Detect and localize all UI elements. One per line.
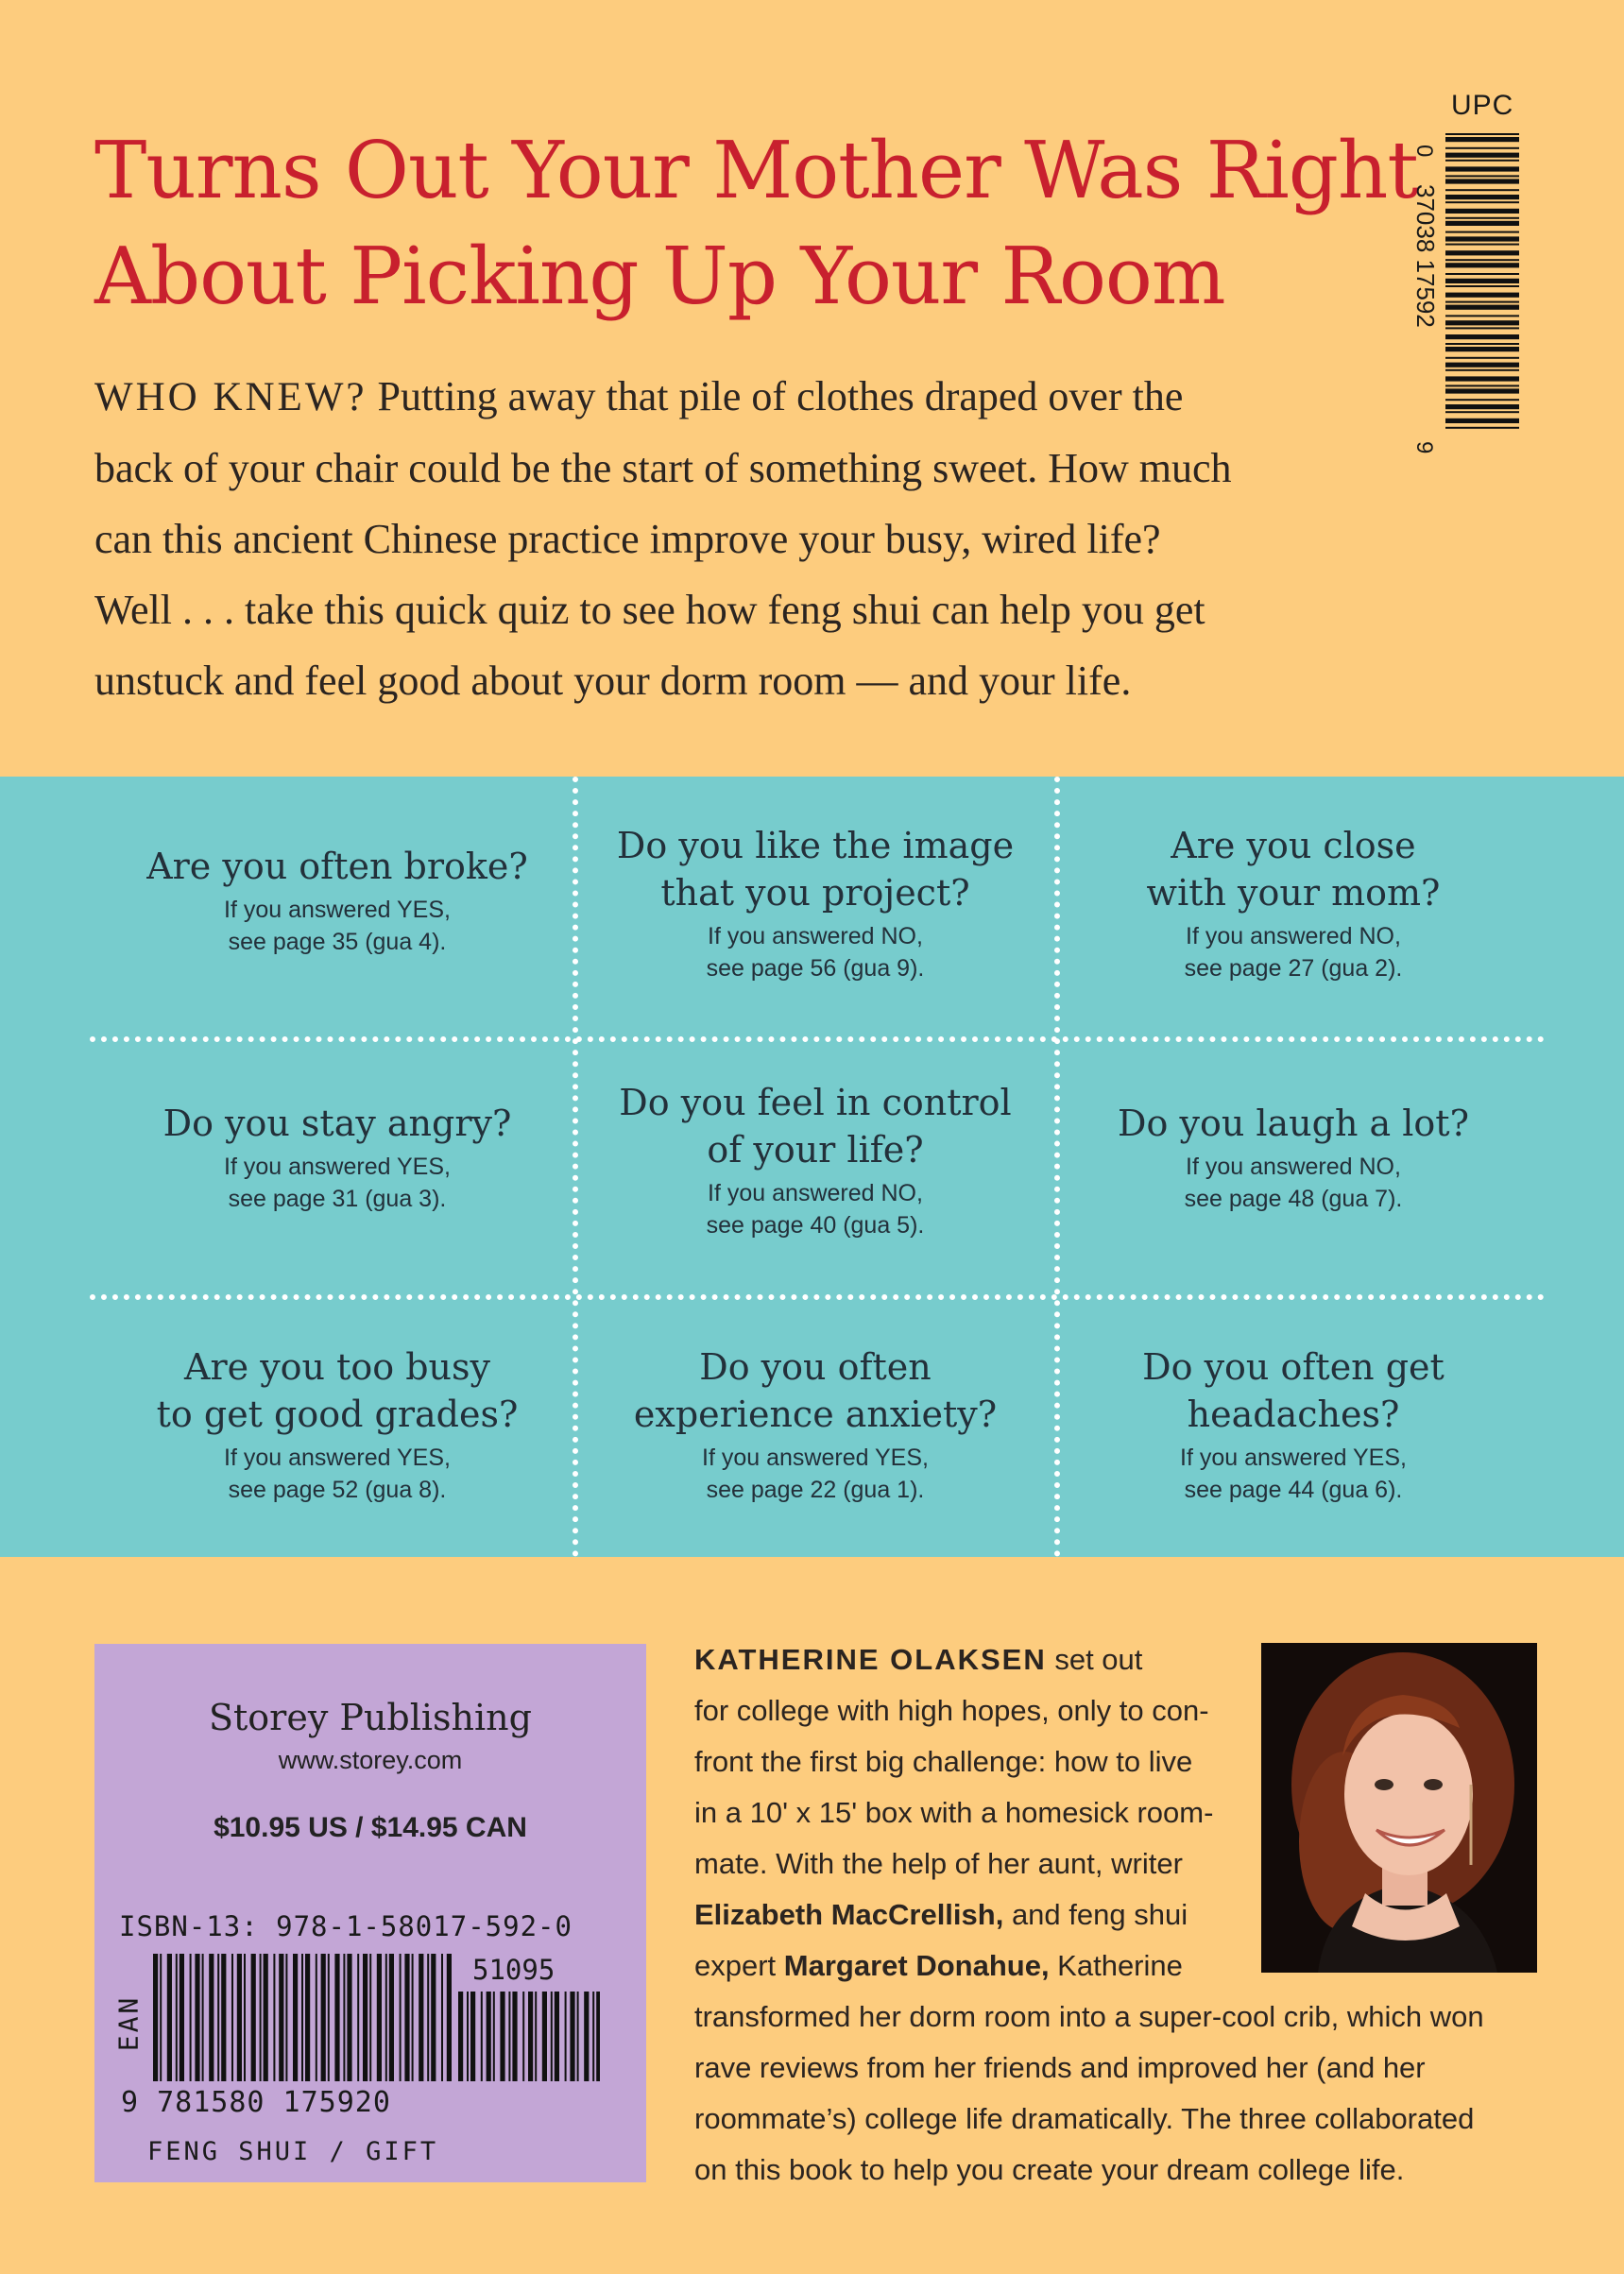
intro-line-4: Well . . . take this quick quiz to see how feng shui can help you get xyxy=(94,587,1205,633)
barcode-bar xyxy=(167,1954,172,2081)
intro-line-2: back of your chair could be the start of something sweet. How much xyxy=(94,445,1232,491)
barcode-bar xyxy=(1445,137,1519,142)
barcode-bar xyxy=(285,1954,287,2081)
quiz-question: Do you often experience anxiety? xyxy=(633,1346,998,1435)
barcode-bar xyxy=(565,1992,567,2081)
quiz-item xyxy=(576,1079,1054,1241)
intro-line-1: Putting away that pile of clothes draped over the xyxy=(367,373,1184,419)
barcode-bar xyxy=(584,1992,589,2081)
headline-line-2: About Picking Up Your Room xyxy=(94,231,1225,322)
intro-lead: WHO KNEW? xyxy=(94,375,368,419)
barcode-bar xyxy=(1445,419,1519,423)
barcode-bar xyxy=(1445,244,1519,246)
barcode-bar xyxy=(385,1954,387,2081)
barcode-bar xyxy=(1445,133,1519,135)
barcode-bar xyxy=(1445,209,1519,214)
barcode-bar xyxy=(1445,153,1519,158)
barcode-bar xyxy=(160,1954,162,2081)
barcode-bar xyxy=(217,1954,219,2081)
quiz-question: Do you feel in control of your life? xyxy=(619,1082,1012,1171)
barcode-bar xyxy=(404,1954,409,2081)
quiz-question: Are you close with your mom? xyxy=(1146,825,1441,914)
barcode-bar xyxy=(481,1992,483,2081)
intro-line-3: can this ancient Chinese practice improve your busy, wired life? xyxy=(94,516,1161,562)
publisher-label-box xyxy=(94,1644,646,2182)
quiz-divider-horizontal xyxy=(90,1294,1545,1300)
barcode-bar xyxy=(1445,166,1519,171)
barcode-bar xyxy=(419,1954,423,2081)
author-photo xyxy=(1261,1643,1537,1973)
quiz-question: Are you too busy to get good grades? xyxy=(156,1346,519,1435)
upc-barcode-icon xyxy=(1398,128,1540,468)
barcode-bar xyxy=(508,1992,510,2081)
quiz-item xyxy=(1054,1100,1532,1215)
barcode-bar xyxy=(195,1954,199,2081)
intro-line-5: unstuck and feel good about your dorm room — and your life. xyxy=(94,658,1132,704)
author-bio: KATHERINE OLAKSEN set out for college with high hopes, only to con- front the first big challenge: how to live in a 10' x 15' box with a homesick room- mate. With the help of her aunt, writer Elizabeth MacCrellish, and feng shui expert Margaret Donahue, Katherine transformed her dorm room into a super-cool crib, which won rave reviews from her friends and improved her (and her roommate’s) college life dramatically. The three collaborated on this book to help you create your dream college life. xyxy=(694,1643,1484,2186)
barcode-bar xyxy=(555,1992,559,2081)
barcode-bar xyxy=(1445,217,1519,219)
quiz-panel xyxy=(0,777,1624,1557)
barcode-bar xyxy=(535,1992,537,2081)
barcode-bar xyxy=(153,1954,158,2081)
quiz-item xyxy=(98,1343,576,1506)
barcode-bar xyxy=(363,1954,368,2081)
barcode-bar xyxy=(347,1954,351,2081)
barcode-bar xyxy=(176,1954,178,2081)
barcode-bar xyxy=(1445,273,1519,275)
barcode-bar xyxy=(427,1954,429,2081)
barcode-bar xyxy=(1445,357,1519,359)
author-portrait-icon xyxy=(1261,1643,1537,1973)
barcode-bar xyxy=(1445,404,1519,409)
barcode-bar xyxy=(1445,201,1519,203)
barcode-bar xyxy=(493,1992,495,2081)
barcode-bar xyxy=(260,1954,262,2081)
upc-digit-right: 9 xyxy=(1411,441,1437,454)
barcode-bar xyxy=(1445,179,1519,183)
barcode-bar xyxy=(1445,263,1519,267)
barcode-bar xyxy=(1445,259,1519,261)
quiz-answer: If you answered YES, see page 31 (gua 3). xyxy=(224,1154,451,1212)
barcode-bar xyxy=(1445,327,1519,329)
barcode-bar xyxy=(1445,399,1519,401)
quiz-answer: If you answered NO, see page 40 (gua 5). xyxy=(706,1180,925,1239)
quiz-answer: If you answered YES, see page 22 (gua 1). xyxy=(702,1445,929,1503)
upc-barcode-block xyxy=(1398,90,1540,468)
barcode-bar xyxy=(522,1992,524,2081)
barcode-bar xyxy=(251,1954,256,2081)
barcode-bar xyxy=(1445,305,1519,310)
barcode-bar xyxy=(596,1992,600,2081)
barcode-bar xyxy=(1445,293,1519,298)
barcode-bar xyxy=(447,1954,452,2081)
barcode-bar xyxy=(470,1992,475,2081)
barcode-bar xyxy=(279,1954,283,2081)
barcode-bar xyxy=(412,1954,414,2081)
barcode-bar xyxy=(316,1954,317,2081)
quiz-question: Do you laugh a lot? xyxy=(1118,1103,1469,1144)
barcode-bar xyxy=(1445,160,1519,162)
barcode-bar xyxy=(487,1992,491,2081)
author-name: KATHERINE OLAKSEN xyxy=(694,1643,1047,1676)
quiz-answer: If you answered YES, see page 35 (gua 4). xyxy=(224,897,451,955)
barcode-bar xyxy=(577,1992,579,2081)
publisher-website: www.storey.com xyxy=(278,1746,463,1774)
barcode-bar xyxy=(1445,376,1519,381)
barcode-bar xyxy=(1445,147,1519,149)
barcode-bar xyxy=(389,1954,394,2081)
quiz-question: Do you stay angry? xyxy=(162,1103,512,1144)
barcode-bar xyxy=(334,1954,339,2081)
barcode-bar xyxy=(328,1954,330,2081)
coauthor-name: Elizabeth MacCrellish, xyxy=(694,1898,1004,1931)
barcode-bar xyxy=(237,1954,242,2081)
barcode-bar xyxy=(1445,221,1519,226)
headline-line-1: Turns Out Your Mother Was Right xyxy=(94,125,1418,216)
barcode-bar xyxy=(1445,285,1519,287)
barcode-bar xyxy=(1445,189,1519,191)
coauthor-name: Margaret Donahue, xyxy=(783,1949,1050,1982)
barcode-bar xyxy=(1445,301,1519,303)
barcode-bar xyxy=(1445,315,1519,316)
barcode-bar xyxy=(190,1954,192,2081)
barcode-bar xyxy=(264,1954,268,2081)
barcode-bar xyxy=(528,1992,533,2081)
barcode-bar xyxy=(1445,334,1519,339)
ean-label: EAN xyxy=(112,1994,145,2052)
barcode-bar xyxy=(202,1954,204,2081)
barcode-bar xyxy=(467,1992,469,2081)
ean-number: 9 781580 175920 xyxy=(121,2086,391,2119)
quiz-answer: If you answered YES, see page 52 (gua 8). xyxy=(224,1445,451,1503)
barcode-bar xyxy=(441,1954,443,2081)
barcode-bar xyxy=(369,1954,371,2081)
barcode-bar xyxy=(431,1954,436,2081)
barcode-bar xyxy=(179,1954,184,2081)
upc-digits: 37038 17592 xyxy=(1411,184,1440,328)
price: $10.95 US / $14.95 CAN xyxy=(214,1812,527,1843)
quiz-item xyxy=(1054,1343,1532,1506)
barcode-bar xyxy=(273,1954,275,2081)
quiz-answer: If you answered NO, see page 56 (gua 9). xyxy=(706,923,925,982)
category: FENG SHUI / GIFT xyxy=(147,2137,439,2166)
quiz-answer: If you answered NO, see page 48 (gua 7). xyxy=(1184,1154,1403,1212)
quiz-item xyxy=(98,843,576,958)
upc-digit-left: 0 xyxy=(1411,145,1437,158)
price-code: 51095 xyxy=(472,1954,556,1986)
quiz-item xyxy=(576,1343,1054,1506)
quiz-question: Do you often get headaches? xyxy=(1142,1346,1445,1435)
barcode-bar xyxy=(1445,411,1519,413)
quiz-answer: If you answered NO, see page 27 (gua 2). xyxy=(1184,923,1403,982)
quiz-item xyxy=(576,822,1054,984)
barcode-bar xyxy=(209,1954,214,2081)
barcode-bar xyxy=(551,1992,553,2081)
barcode-bar xyxy=(301,1954,303,2081)
barcode-bar xyxy=(458,1992,463,2081)
barcode-bar xyxy=(1445,363,1519,368)
barcode-bar xyxy=(570,1992,574,2081)
quiz-item xyxy=(98,1100,576,1215)
price-barcode-icon xyxy=(458,1992,600,2081)
barcode-bar xyxy=(592,1992,594,2081)
barcode-bar xyxy=(1445,347,1519,351)
barcode-bar xyxy=(512,1992,517,2081)
quiz-question: Do you like the image that you project? xyxy=(616,825,1015,914)
quiz-item xyxy=(1054,822,1532,984)
barcode-bar xyxy=(1445,427,1519,429)
publisher-name: Storey Publishing xyxy=(209,1697,532,1738)
headline xyxy=(94,118,1418,330)
barcode-bar xyxy=(1445,195,1519,199)
barcode-bar xyxy=(542,1992,547,2081)
upc-label: UPC xyxy=(1451,90,1514,121)
barcode-bar xyxy=(321,1954,326,2081)
barcode-bar xyxy=(377,1954,382,2081)
quiz-answer: If you answered YES, see page 44 (gua 6). xyxy=(1180,1445,1407,1503)
barcode-bar xyxy=(1445,231,1519,233)
barcode-bar xyxy=(221,1954,226,2081)
barcode-bar xyxy=(1445,388,1519,393)
barcode-bar xyxy=(293,1954,298,2081)
barcode-bar xyxy=(1445,320,1519,325)
isbn-text: ISBN-13: 978-1-58017-592-0 xyxy=(119,1910,573,1942)
barcode-bar xyxy=(1445,369,1519,371)
barcode-bar xyxy=(1445,385,1519,386)
barcode-bar xyxy=(357,1954,359,2081)
barcode-bar xyxy=(231,1954,233,2081)
barcode-bar xyxy=(400,1954,402,2081)
ean-barcode-icon xyxy=(153,1954,455,2081)
quiz-divider-horizontal xyxy=(90,1036,1545,1042)
barcode-bar xyxy=(500,1992,504,2081)
barcode-bar xyxy=(1445,236,1519,241)
barcode-bar xyxy=(1445,279,1519,283)
barcode-bar xyxy=(343,1954,345,2081)
barcode-bar xyxy=(1445,175,1519,177)
barcode-bar xyxy=(1445,343,1519,345)
intro-paragraph xyxy=(94,361,1398,716)
barcode-bar xyxy=(244,1954,246,2081)
quiz-question: Are you often broke? xyxy=(146,846,528,887)
barcode-bar xyxy=(1445,250,1519,255)
barcode-bar xyxy=(305,1954,310,2081)
